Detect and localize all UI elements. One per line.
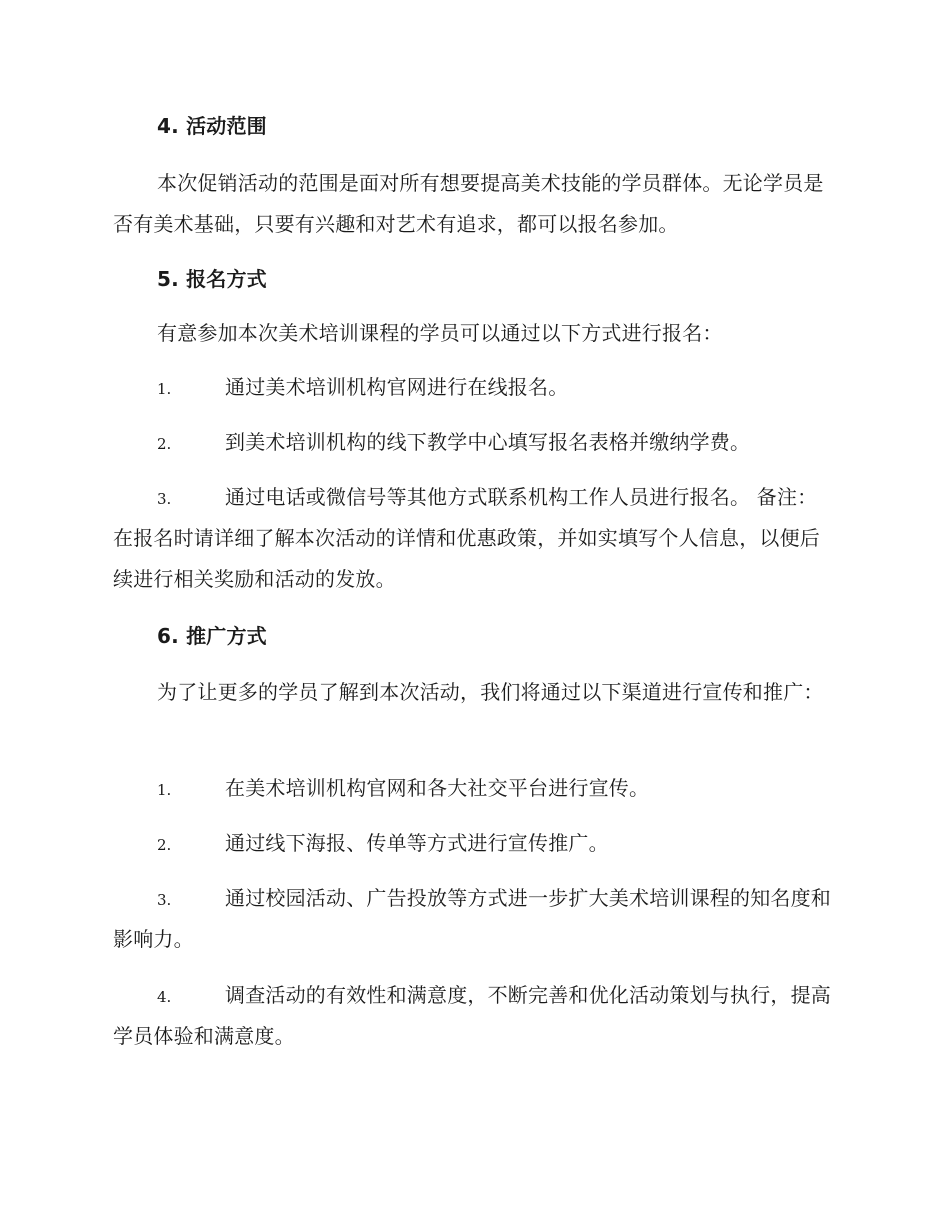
section-heading-promotion: 6. 推广方式 [157, 624, 267, 648]
registration-item-text: 通过美术培训机构官网进行在线报名。 [225, 375, 569, 399]
promotion-paragraph: 为了让更多的学员了解到本次活动，我们将通过以下渠道进行宣传和推广： [157, 680, 824, 704]
promotion-item-text: 通过校园活动、广告投放等方式进一步扩大美术培训课程的知名度和影响力。 [113, 886, 831, 951]
promotion-item-number: 2. [157, 836, 172, 854]
promotion-item-number: 3. [157, 891, 172, 909]
section-heading-registration: 5. 报名方式 [157, 267, 267, 291]
registration-item-number: 3. [157, 490, 172, 508]
registration-item-number: 2. [157, 435, 172, 453]
registration-paragraph: 有意参加本次美术培训课程的学员可以通过以下方式进行报名： [157, 321, 723, 345]
promotion-item-number: 1. [157, 781, 172, 799]
registration-item-text: 通过电话或微信号等其他方式联系机构工作人员进行报名。 备注：在报名时请详细了解本次活动的详情和优惠政策，并如实填写个人信息，以便后续进行相关奖励和活动的发放。 [113, 485, 820, 591]
promotion-item-number: 4. [157, 988, 172, 1006]
promotion-item-text: 在美术培训机构官网和各大社交平台进行宣传。 [225, 776, 650, 800]
registration-item-text: 到美术培训机构的线下教学中心填写报名表格并缴纳学费。 [225, 430, 751, 454]
section-heading-scope: 4. 活动范围 [157, 114, 267, 138]
registration-item-number: 1. [157, 380, 172, 398]
scope-paragraph: 本次促销活动的范围是面对所有想要提高美术技能的学员群体。无论学员是否有美术基础，只要有兴趣和对艺术有追求，都可以报名参加。 [113, 171, 824, 236]
promotion-item-text: 调查活动的有效性和满意度，不断完善和优化活动策划与执行，提高学员体验和满意度。 [113, 983, 831, 1048]
promotion-item-text: 通过线下海报、传单等方式进行宣传推广。 [225, 831, 609, 855]
